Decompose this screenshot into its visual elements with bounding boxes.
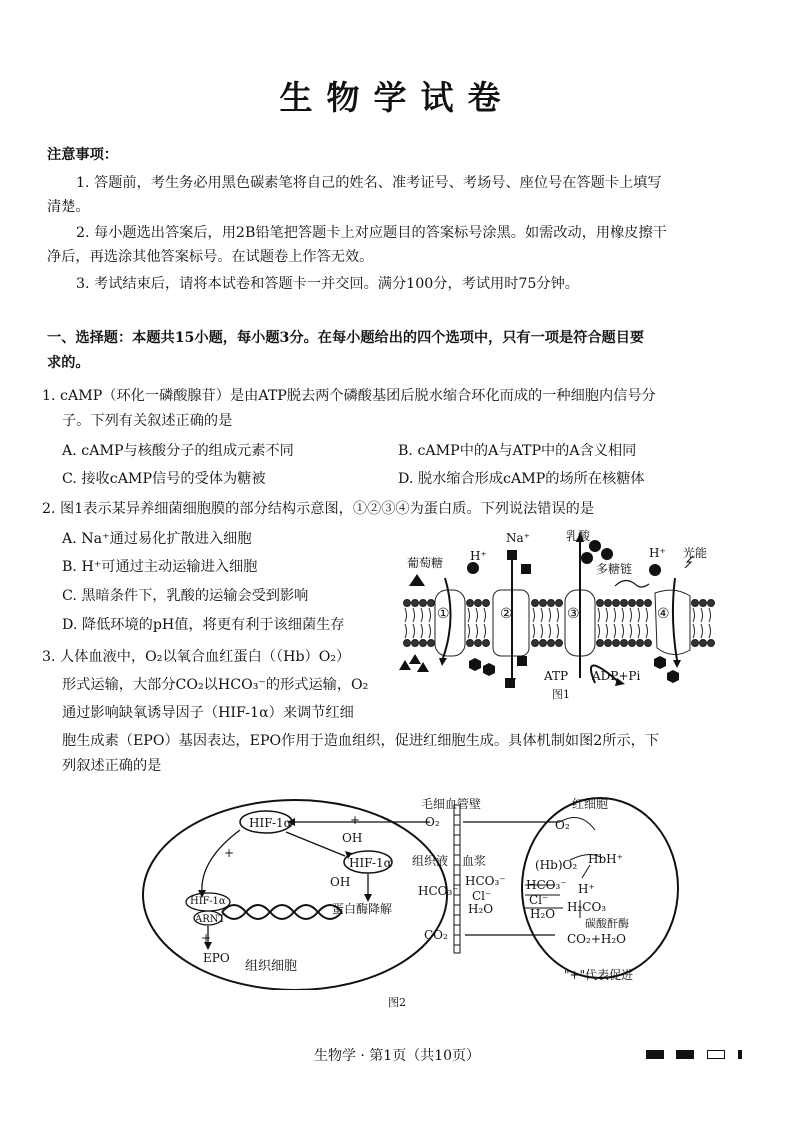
fig1-glucose-label: 葡萄糖: [407, 556, 444, 570]
fig2-tissue-fluid: 组织液: [412, 854, 449, 868]
print-mark: [676, 1050, 694, 1059]
notice-item-2b: 净后，再选涂其他答案标号。在试题卷上作答无效。: [47, 249, 374, 265]
fig2-oh-2: OH: [330, 875, 351, 889]
notice-item-1a: 1. 答题前，考生务必用黑色碳素笔将自己的姓名、准考证号、考场号、座位号在答题卡上填写: [76, 175, 662, 191]
q2-option-a: A. Na⁺通过易化扩散进入细胞: [62, 531, 252, 547]
q2-option-d: D. 降低环境的pH值，将更有利于该细菌生存: [62, 617, 345, 633]
page-footer: 生物学 · 第1页（共10页）: [313, 1048, 481, 1064]
fig2-rbc-label: 红细胞: [572, 797, 609, 811]
q2-option-c: C. 黑暗条件下，乳酸的运输会受到影响: [62, 588, 309, 604]
section1-heading-b: 求的。: [47, 355, 90, 371]
fig2-tissue-cell: 组织细胞: [245, 959, 298, 974]
q1-stem-a: 1. cAMP（环化一磷酸腺苷）是由ATP脱去两个磷酸基团后脱水缩合环化而成的一种细胞内信号分: [42, 388, 656, 404]
fig1-protein-4: ④: [657, 606, 670, 622]
fig1-protein-1: ①: [437, 606, 450, 622]
fig2-h2o-b: H₂O: [530, 907, 556, 921]
q1-option-d: D. 脱水缩合形成cAMP的场所在核糖体: [398, 471, 645, 487]
fig2-hbo2: (Hb)O₂: [535, 858, 578, 872]
fig2-hplus: H⁺: [578, 882, 595, 896]
q2-option-b: B. H⁺可通过主动运输进入细胞: [62, 559, 258, 575]
notice-item-1b: 清楚。: [47, 199, 90, 215]
fig2-cl-b: Cl⁻: [529, 893, 549, 907]
fig1-lactate-label: 乳酸: [566, 529, 591, 543]
section1-heading-a: 一、选择题：本题共15小题，每小题3分。在每小题给出的四个选项中，只有一项是符合题目要: [47, 330, 645, 346]
fig2-oh-1: OH: [342, 831, 363, 845]
fig1-light-label: 光能: [683, 546, 708, 560]
fig2-co2-left: CO₂: [424, 928, 448, 942]
print-mark: [646, 1050, 664, 1059]
fig2-hif-mid: HIF-1α: [349, 856, 392, 870]
fig1-protein-2: ②: [500, 606, 513, 622]
fig2-co2-h2o: CO₂+H₂O: [567, 932, 626, 946]
fig2-hco3-a: HCO₃⁻: [465, 874, 506, 888]
fig2-o2-rbc: O₂: [555, 818, 570, 832]
fig2-capillary-wall: 毛细血管壁: [421, 797, 482, 811]
page-title: 生物学试卷: [279, 78, 515, 117]
q3-stem-c: 通过影响缺氧诱导因子（HIF-1α）来调节红细: [62, 705, 354, 721]
print-mark: [738, 1050, 742, 1059]
q1-stem-b: 子。下列有关叙述正确的是: [62, 413, 233, 429]
fig1-atp-label: ATP: [544, 669, 569, 683]
q3-stem-a: 3. 人体血液中，O₂以氧合血红蛋白（（Hb）O₂）: [42, 649, 351, 665]
fig1-h-label-2: H⁺: [649, 546, 666, 560]
fig2-hif-dna: HIF-1α: [190, 896, 226, 907]
fig1-sugar-chain-label: 多糖链: [596, 562, 633, 576]
print-mark: [707, 1050, 725, 1059]
fig2-enzyme: 碳酸酐酶: [585, 917, 629, 930]
q1-option-a: A. cAMP与核酸分子的组成元素不同: [62, 443, 294, 459]
fig2-h2o-a: H₂O: [468, 902, 494, 916]
fig2-plasma: 血浆: [462, 854, 487, 868]
fig2-arnt: ARNT: [195, 914, 226, 925]
fig2-h2co3: H₂CO₃: [567, 900, 607, 914]
fig2-caption: 图2: [388, 996, 406, 1009]
notice-item-2a: 2. 每小题选出答案后，用2B铅笔把答题卡上对应题目的答案标号涂黑。如需改动，用橡皮擦干: [76, 225, 667, 241]
fig1-protein-3: ③: [567, 606, 580, 622]
fig2-plus-2: +: [224, 846, 235, 860]
fig2-o2-left: O₂: [425, 815, 440, 829]
q3-stem-d: 胞生成素（EPO）基因表达，EPO作用于造血组织，促进红细胞生成。具体机制如图2所示，下: [62, 733, 660, 749]
fig2-legend: "+"代表促进: [564, 968, 634, 982]
fig2-degrade-label: 蛋白酶降解: [332, 902, 393, 916]
fig1-caption: 图1: [552, 688, 570, 701]
fig1-h-label-1: H⁺: [470, 549, 487, 563]
fig2-cl-a: Cl⁻: [472, 889, 492, 903]
notice-heading: 注意事项：: [47, 147, 118, 163]
fig2-plus-3: +: [201, 931, 212, 945]
q1-option-c: C. 接收cAMP信号的受体为糖被: [62, 471, 266, 487]
fig2-hco3-b: HCO₃⁻: [526, 878, 567, 892]
q2-stem: 2. 图1表示某异养细菌细胞膜的部分结构示意图，①②③④为蛋白质。下列说法错误的是: [42, 501, 595, 517]
fig2-hbh: HbH⁺: [588, 852, 623, 866]
fig2-hif-top: HIF-1α: [249, 816, 292, 830]
notice-item-3: 3. 考试结束后，请将本试卷和答题卡一并交回。满分100分，考试用时75分钟。: [76, 276, 579, 292]
q3-stem-e: 列叙述正确的是: [62, 758, 162, 774]
fig1-adp-label: ADP+Pi: [592, 669, 641, 683]
fig2-epo: EPO: [203, 951, 230, 965]
q3-stem-b: 形式运输，大部分CO₂以HCO₃⁻的形式运输，O₂: [62, 677, 369, 693]
fig2-hco3-left: HCO₃⁻: [418, 884, 459, 898]
fig1-na-label: Na⁺: [506, 531, 530, 545]
q1-option-b: B. cAMP中的A与ATP中的A含义相同: [398, 443, 637, 459]
fig2-plus-1: +: [350, 813, 361, 827]
